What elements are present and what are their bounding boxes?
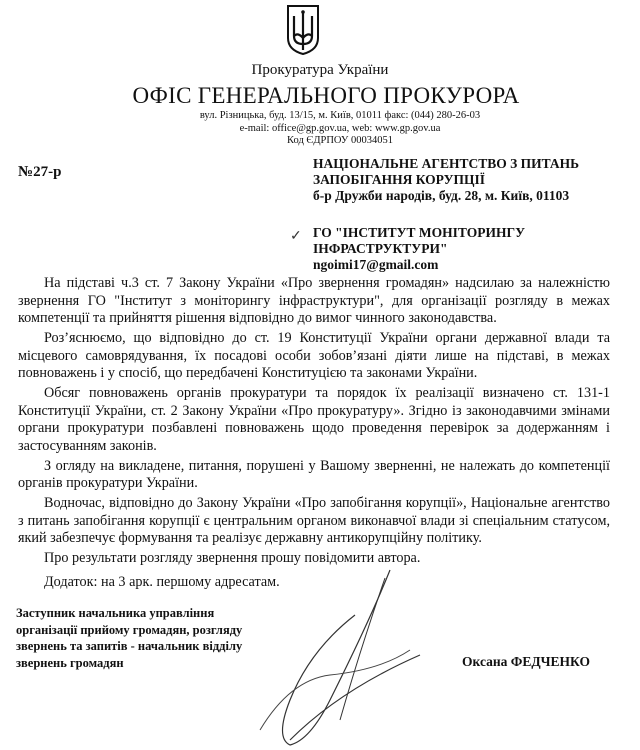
contact-line: e-mail: office@gp.gov.ua, web: www.gp.gov.ua [239, 122, 441, 134]
office-title: ОФІС ГЕНЕРАЛЬНОГО ПРОКУРОРА [132, 83, 520, 108]
organization-name: Прокуратура України [251, 62, 389, 78]
position-line: звернень та запитів - начальник відділу [16, 639, 243, 653]
paragraph: Обсяг повноважень органів прокуратури та порядок їх реалізації визначено ст. 131-1 Конституції України, ст. 2 Закону України «Про прокуратуру». Згідно із законодавчими змінами органи прокуратури позбавлені повноважень щодо проведення перевірок за додержанням і застосуванням законів. [18, 385, 610, 454]
paragraph: Про результати розгляду звернення прошу повідомити автора. [44, 550, 421, 566]
paragraph: На підставі ч.3 ст. 7 Закону України «Про звернення громадян» надсилаю за належністю звернення ГО "Інститут з моніторингу інфраструктури", для організації розгляду в межах компетенції та прийняття рішення відповідно до вимог чинного законодавства. [18, 275, 610, 326]
position-line: Заступник начальника управління [16, 606, 215, 620]
position-line: організації прийому громадян, розгляду [16, 622, 243, 637]
recipient-address: б-р Дружби народів, буд. 28, м. Київ, 01103 [313, 188, 570, 203]
letterhead-contacts [20, 110, 640, 148]
position-line: звернень громадян [16, 655, 124, 670]
recipient-email: ngoimi17@gmail.com [313, 257, 439, 272]
attachment-note: Додаток: на 3 арк. першому адресатам. [44, 573, 280, 590]
paragraph: З огляду на викладене, питання, порушені у Вашому зверненні, не належать до компетенції органів прокуратури України. [18, 457, 610, 491]
paragraph: Водночас, відповідно до Закону України «Про запобігання корупції», Національне агентство з питань запобігання корупції є центральним органом виконавчої влади зі спеціальним статусом, який забезпечує формування та реалізує державну антикорупційну політику. [18, 495, 610, 546]
code-line: Код ЄДРПОУ 00034051 [287, 135, 393, 146]
signer-name: Оксана ФЕДЧЕНКО [462, 654, 591, 669]
paragraph: Роз’яснюємо, що відповідно до ст. 19 Конституції України органи державної влади та місцевого самоврядування, їх посадові особи зобов’язані діяти лише на підставі, в межах повноважень і у спосіб, що передбачені Конституцією та законами України. [18, 330, 610, 381]
recipient-line: ІНФРАСТРУКТУРИ" [313, 241, 448, 256]
address-line: вул. Різницька, буд. 13/15, м. Київ, 01011 факс: (044) 280-26-03 [199, 110, 481, 121]
letter-body [18, 275, 610, 594]
coat-of-arms-icon [286, 4, 320, 56]
recipient-nazk [313, 156, 579, 204]
document-number: №27-р [18, 164, 62, 180]
handwritten-signature [180, 560, 440, 750]
recipient-line: НАЦІОНАЛЬНЕ АГЕНТСТВО З ПИТАНЬ [313, 156, 580, 171]
recipient-line: ЗАПОБІГАННЯ КОРУПЦІЇ [313, 172, 485, 187]
recipient-ngo [313, 225, 525, 273]
recipient-line: ГО "ІНСТИТУТ МОНІТОРИНГУ [313, 225, 525, 240]
check-mark-icon: ✓ [290, 229, 302, 244]
